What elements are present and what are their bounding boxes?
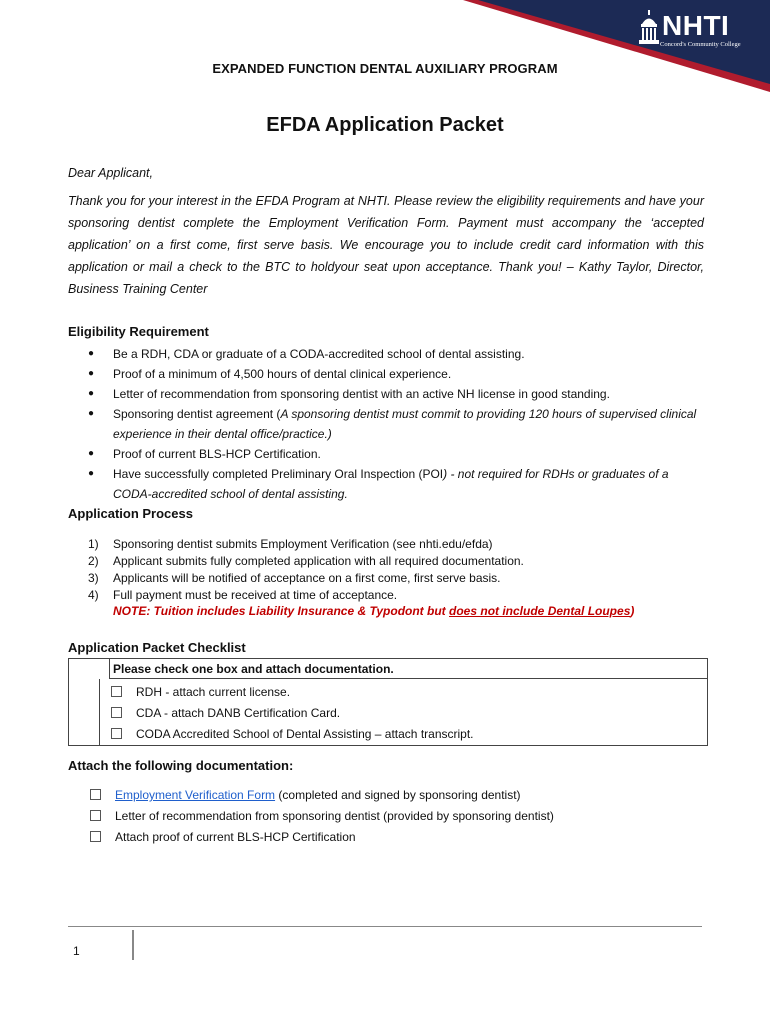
page-title: EFDA Application Packet	[266, 114, 504, 136]
checkbox[interactable]	[111, 686, 122, 697]
bullet-icon: ●	[88, 448, 95, 459]
checkbox[interactable]	[90, 789, 101, 800]
bullet-icon: ●	[88, 368, 95, 379]
checkbox[interactable]	[111, 728, 122, 739]
attach-item-verification: Employment Verification Form (completed and signed by sponsoring dentist)	[90, 786, 521, 804]
eligibility-list	[68, 344, 708, 504]
attach-item-letter: Letter of recommendation from sponsoring dentist (provided by sponsoring dentist)	[90, 807, 554, 825]
list-item: ● Proof of a minimum of 4,500 hours of dental clinical experience.	[68, 364, 708, 384]
checkbox[interactable]	[90, 831, 101, 842]
bullet-icon: ●	[88, 408, 95, 419]
nhti-logo	[636, 8, 756, 54]
bullet-icon: ●	[88, 388, 95, 399]
list-item: ● Be a RDH, CDA or graduate of a CODA-accredited school of dental assisting.	[68, 344, 708, 364]
checklist-option-rdh[interactable]: RDH - attach current license.	[111, 683, 290, 701]
eligibility-heading: Eligibility Requirement	[68, 324, 209, 339]
intro-paragraph: Thank you for your interest in the EFDA Program at NHTI. Please review the eligibility requirements and have your sponsoring dentist complete the Employment Verification Form. Payment must accompany the ‘accepted application’ on a first come, first serve basis. We encourage you to include credit card information with this application or mail a check to the BTC to holdyour seat upon acceptance. Thank you! – Kathy Taylor, Director, Business Training Center	[68, 194, 704, 296]
logo-tagline: Concord's Community College	[660, 41, 741, 48]
checklist-heading: Application Packet Checklist	[68, 640, 246, 655]
checklist-option-coda[interactable]: CODA Accredited School of Dental Assisting – attach transcript.	[111, 725, 474, 743]
footer-bar	[132, 930, 134, 960]
footer-divider	[68, 926, 702, 927]
checkbox[interactable]	[111, 707, 122, 718]
attach-item-bls: Attach proof of current BLS-HCP Certification	[90, 828, 356, 846]
list-item: 2) Applicant submits fully completed application with all required documentation.	[88, 554, 524, 568]
process-list	[68, 536, 708, 604]
process-heading: Application Process	[68, 506, 193, 521]
list-item: 4) Full payment must be received at time of acceptance.	[88, 588, 398, 602]
checklist-instruction: Please check one box and attach documentation.	[109, 659, 707, 679]
checklist-option-cda[interactable]: CDA - attach DANB Certification Card.	[111, 704, 340, 722]
checkbox[interactable]	[90, 810, 101, 821]
capitol-dome-icon	[638, 10, 660, 48]
list-item: ● Sponsoring dentist agreement (A sponsoring dentist must commit to providing 120 hours of supervised clinical experience in their dental office/practice.)	[68, 404, 708, 444]
program-header: EXPANDED FUNCTION DENTAL AUXILIARY PROGRAM	[212, 61, 558, 76]
salutation: Dear Applicant,	[68, 166, 153, 180]
list-item: 1) Sponsoring dentist submits Employment Verification (see nhti.edu/efda)	[88, 537, 493, 551]
attach-heading: Attach the following documentation:	[68, 758, 294, 773]
employment-verification-link[interactable]: Employment Verification Form	[115, 788, 276, 802]
list-item: ● Have successfully completed Preliminary Oral Inspection (POI) - not required for RDHs or graduates of a CODA-accredited school of dental assisting.	[68, 464, 708, 504]
page-number: 1	[73, 944, 80, 958]
list-item: ● Letter of recommendation from sponsoring dentist with an active NH license in good standing.	[68, 384, 708, 404]
bullet-icon: ●	[88, 348, 95, 359]
tuition-note: NOTE: Tuition includes Liability Insurance & Typodont but does not include Dental Loupes)	[113, 604, 635, 618]
logo-wordmark: NHTI	[662, 10, 730, 41]
list-item: 3) Applicants will be notified of acceptance on a first come, first serve basis.	[88, 571, 501, 585]
checklist-table	[68, 658, 708, 746]
list-item: ● Proof of current BLS-HCP Certification.	[68, 444, 708, 464]
bullet-icon: ●	[88, 468, 95, 479]
